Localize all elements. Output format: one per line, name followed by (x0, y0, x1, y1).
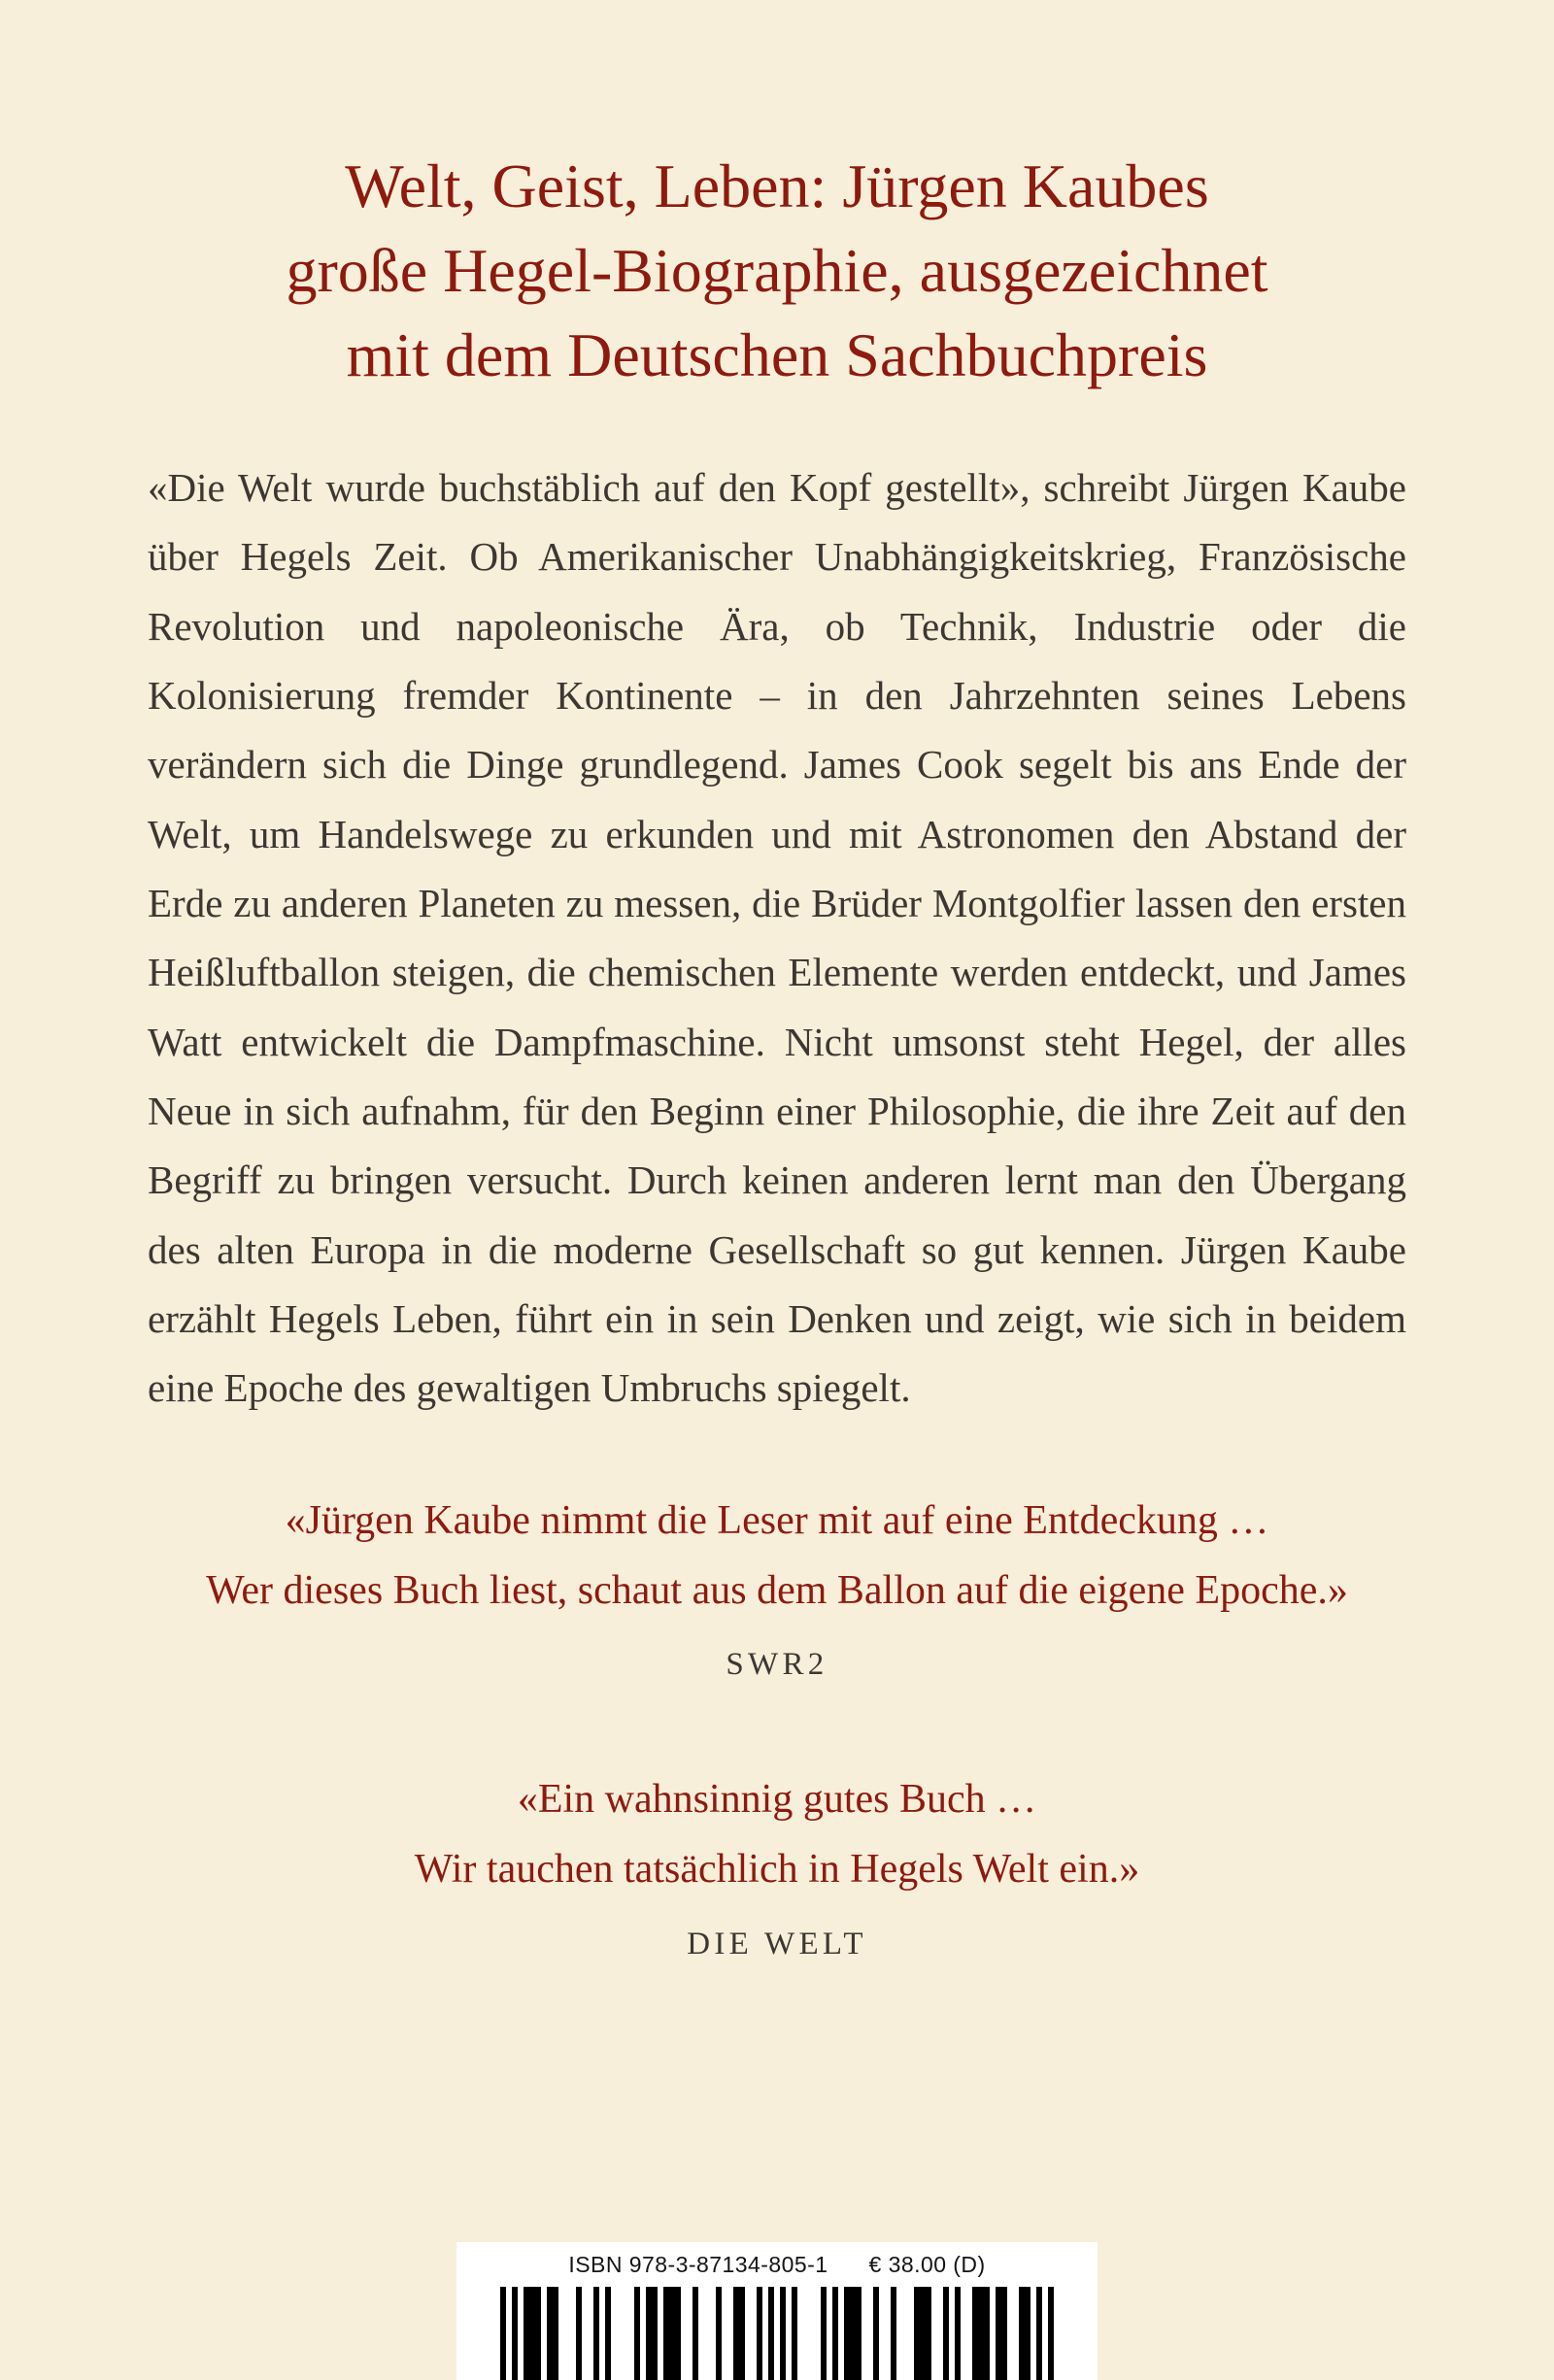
headline-line-1: Welt, Geist, Leben: Jürgen Kaubes (345, 151, 1209, 220)
quote-line: Wer dieses Buch liest, schaut aus dem Ballon auf die eigene Epoche.» (206, 1567, 1348, 1613)
headline-line-2: große Hegel-Biographie, ausgezeichnet (286, 236, 1268, 306)
price-label: € 38.00 (D) (868, 2252, 986, 2277)
quote-attribution-die-welt: DIE WELT (687, 1926, 867, 1961)
blurb-paragraph: «Die Welt wurde buchstäblich auf den Kopf gestellt», schreibt Jürgen Kaube über Hegels Zeit. Ob Amerikanischer Unabhängigkeitskrieg, Französische Revolution und napoleonische Ära, ob Technik, Industrie oder die Kolonisierung fremder Kontinente – in den Jahrzehnten seines Lebens verändern sich die Dinge grundlegend. James Cook segelt bis ans Ende der Welt, um Handelswege zu erkunden und mit Astronomen den Abstand der Erde zu anderen Planeten zu messen, die Brüder Montgolfier lassen den ersten Heißluftballon steigen, die chemischen Elemente werden entdeckt, und James Watt entwickelt die Dampfmaschine. Nicht umsonst steht Hegel, der alles Neue in sich aufnahm, für den Beginn einer Philosophie, die ihre Zeit auf den Begriff zu bringen versucht. Durch keinen anderen lernt man den Übergang des alten Europa in die moderne Gesellschaft so gut kennen. Jürgen Kaube erzählt Hegels Leben, führt ein in sein Denken und zeigt, wie sich in beidem eine Epoche des gewaltigen Umbruchs spiegelt. (148, 465, 1406, 1411)
isbn-line (456, 2252, 1098, 2278)
barcode-bars (456, 2287, 1098, 2380)
headline (107, 144, 1447, 397)
review-quote-die-welt (0, 1764, 1554, 1904)
quote-line: «Ein wahnsinnig gutes Buch … (517, 1777, 1037, 1823)
quote-line: «Jürgen Kaube nimmt die Leser mit auf eine Entdeckung … (285, 1497, 1269, 1543)
quote-attribution-swr2: SWR2 (726, 1647, 828, 1683)
review-quote-swr2 (0, 1486, 1554, 1626)
quote-line: Wir tauchen tatsächlich in Hegels Welt ein.» (414, 1847, 1140, 1893)
barcode-panel (456, 2242, 1098, 2380)
headline-line-3: mit dem Deutschen Sachbuchpreis (346, 320, 1208, 390)
isbn-label: ISBN 978-3-87134-805-1 (568, 2252, 828, 2277)
